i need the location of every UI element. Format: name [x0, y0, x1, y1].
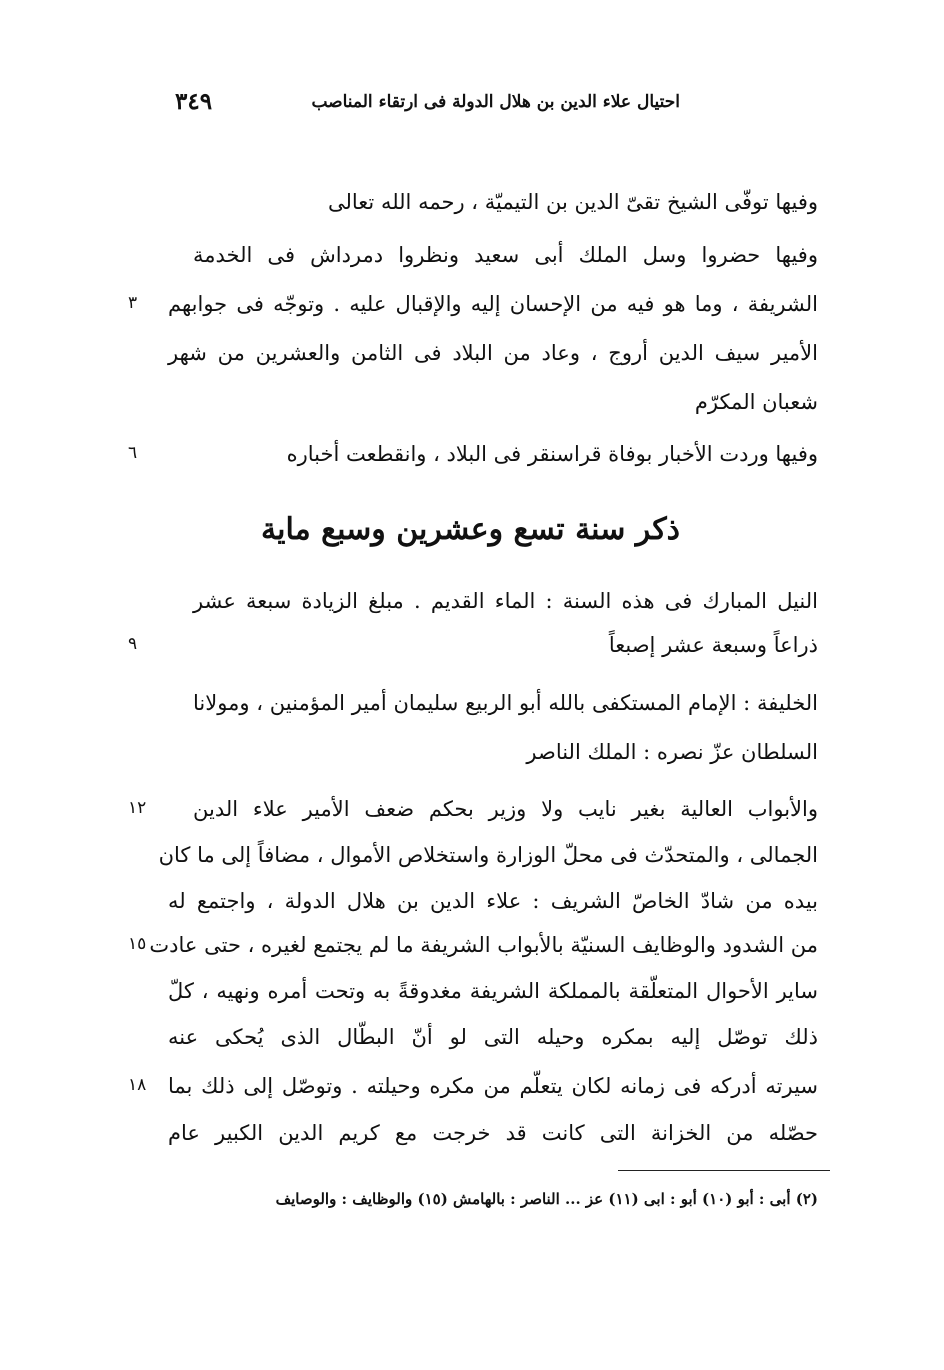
text-line: وفيها وردت الأخبار بوفاة قراسنقر فى البلاد ، وانقطعت أخباره: [286, 442, 818, 466]
line-number: ٦: [128, 443, 138, 463]
line-number: ١٨: [128, 1075, 147, 1095]
footnote: (٢) أبى : أبو (١٠) أبو : ابى (١١) عز ... الناصر : بالهامش (١٥) والوظايف : والوصايف: [275, 1190, 818, 1208]
text-line: سيرته أدركه فى زمانه لكان يتعلّم من مكره وحيلته . وتوصّل إلى ذلك بما: [168, 1074, 818, 1098]
text-line: الخليفة : الإمام المستكفى بالله أبو الربيع سليمان أمير المؤمنين ، ومولانا: [193, 691, 818, 715]
text-line: الشريفة ، وما هو فيه من الإحسان إليه والإقبال عليه . وتوجّه فى جوابهم: [168, 292, 818, 316]
line-number: ٩: [128, 634, 138, 654]
footnote-divider: [618, 1170, 830, 1171]
text-line: ساير الأحوال المتعلّقة بالمملكة الشريفة مغدوقةً به وتحت أمره ونهيه ، كلّ: [168, 979, 818, 1003]
text-line: الجمالى ، والمتحدّث فى محلّ الوزارة واستخلاص الأموال ، مضافاً إلى ما كان: [158, 843, 818, 867]
page-number: ٣٤٩: [175, 88, 213, 115]
text-line: والأبواب العالية بغير نايب ولا وزير بحكم ضعف الأمير علاء الدين: [193, 797, 818, 821]
text-line: ذراعاً وسبعة عشر إصبعاً: [608, 633, 818, 657]
section-heading: ذكر سنة تسع وعشرين وسبع ماية: [261, 512, 680, 547]
text-line: السلطان عزّ نصره : الملك الناصر: [526, 740, 818, 764]
line-number: ٣: [128, 293, 138, 313]
line-number: ١٢: [128, 798, 147, 818]
running-header: [150, 88, 680, 132]
text-line: وفيها توفّى الشيخ تقىّ الدين بن التيميّة ، رحمه الله تعالى: [328, 190, 818, 214]
text-line: وفيها حضروا وسل الملك أبى سعيد ونظروا دمرداش فى الخدمة: [193, 243, 818, 267]
line-number: ١٥: [128, 934, 147, 954]
running-title: احتيال علاء الدين بن هلال الدولة فى ارتقاء المناصب: [311, 92, 680, 112]
text-line: شعبان المكرّم: [694, 390, 818, 414]
text-line: من الشدود والوظايف السنيّة بالأبواب الشريفة ما لم يجتمع لغيره ، حتى عادت: [149, 933, 818, 957]
text-line: ذلك توصّل إليه بمكره وحيله التى لو أنّ البطّال الذى يُحكى عنه: [168, 1025, 818, 1049]
text-line: الأمير سيف الدين أروج ، وعاد من البلاد فى الثامن والعشرين من شهر: [168, 341, 818, 365]
text-line: حصّله من الخزانة التى كانت قد خرجت مع كريم الدين الكبير عام: [168, 1121, 819, 1145]
text-line: النيل المبارك فى هذه السنة : الماء القديم . مبلغ الزيادة سبعة عشر: [193, 589, 818, 613]
text-line: بيده من شادّ الخاصّ الشريف : علاء الدين بن هلال الدولة ، واجتمع له: [168, 889, 818, 913]
